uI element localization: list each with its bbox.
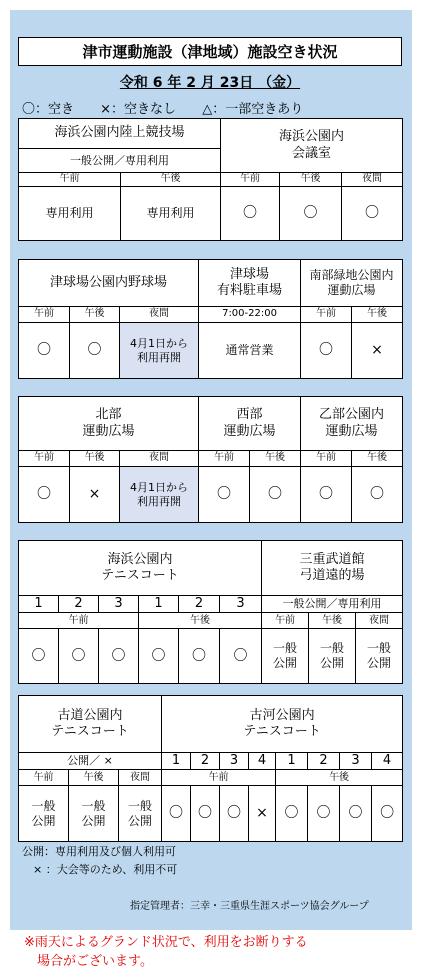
status-cell: 通常営業: [199, 323, 301, 379]
slot-label: 午後: [352, 451, 403, 467]
slot-label: 夜間: [119, 770, 162, 786]
slot-label: 夜間: [120, 451, 199, 467]
status-cell: 〇: [250, 467, 301, 523]
page-title: 津市運動施設（津地域）施設空き状況: [18, 37, 402, 66]
facility-name: 三重武道館 弓道遠的場: [262, 541, 403, 596]
status-cell: 〇: [70, 323, 120, 379]
court-number: 3: [220, 753, 249, 770]
slot-label: 午後: [70, 307, 120, 323]
slot-label: 夜間: [356, 613, 403, 629]
period-label: 午後: [276, 770, 403, 786]
status-cell: 〇: [276, 786, 308, 842]
slot-label: 午前: [301, 451, 352, 467]
status-cell: 一般 公開: [19, 786, 69, 842]
court-number: 4: [249, 753, 276, 770]
period-label: 午前: [19, 613, 139, 629]
status-cell: 一般 公開: [309, 629, 356, 684]
court-number: 3: [220, 596, 262, 613]
facility-name: 津球場公園内野球場: [19, 260, 199, 307]
court-number: 2: [308, 753, 340, 770]
date-text: 令和 6 年 2 月 23日 （金）: [119, 75, 301, 91]
period-label: 午前: [162, 770, 276, 786]
status-cell: 専用利用: [121, 187, 221, 241]
status-cell: 〇: [19, 467, 70, 523]
status-cell: ×: [249, 786, 276, 842]
slot-label: 午前: [19, 770, 69, 786]
status-cell: 〇: [220, 786, 249, 842]
status-cell: 〇: [19, 629, 59, 684]
facility-name: 海浜公園内 テニスコート: [19, 541, 262, 596]
status-cell: 一般 公開: [262, 629, 309, 684]
status-cell: 一般 公開: [119, 786, 162, 842]
status-cell: 〇: [221, 187, 280, 241]
usage-type: 一般公開／専用利用: [262, 596, 403, 613]
date-heading: [18, 72, 402, 92]
reopen-notice: 4月1日から 利用再開: [120, 323, 199, 379]
legend-available: 〇：空き: [22, 102, 75, 117]
court-number: 1: [19, 596, 59, 613]
status-cell: 〇: [99, 629, 139, 684]
court-number: 1: [139, 596, 179, 613]
status-cell: ×: [70, 467, 120, 523]
court-number: 2: [59, 596, 99, 613]
slot-label: 午後: [352, 307, 403, 323]
status-cell: 一般 公開: [69, 786, 119, 842]
status-cell: 〇: [308, 786, 340, 842]
facility-name: 海浜公園内 会議室: [221, 119, 403, 173]
status-cell: 〇: [342, 187, 403, 241]
slot-label: 午後: [121, 173, 221, 187]
status-cell: 一般 公開: [356, 629, 403, 684]
note-line: 公開：専用利用及び個人利用可: [22, 845, 176, 858]
usage-type: 公開／ ×: [19, 753, 162, 770]
usage-type: 一般公開／専用利用: [19, 149, 221, 173]
facility-name: 古道公園内 テニスコート: [19, 696, 162, 753]
slot-label: 午前: [19, 451, 70, 467]
facility-name: 津球場 有料駐車場: [199, 260, 301, 307]
table-tennis-courts: [18, 695, 403, 842]
period-label: 午後: [139, 613, 262, 629]
slot-label: 午前: [221, 173, 280, 187]
slot-label: 午後: [309, 613, 356, 629]
table-baseball-parking-southern: [18, 259, 403, 379]
court-number: 2: [191, 753, 220, 770]
status-cell: 〇: [352, 467, 403, 523]
slot-label: 午前: [199, 451, 250, 467]
court-number: 1: [162, 753, 191, 770]
status-cell: 〇: [280, 187, 342, 241]
slot-label: 夜間: [120, 307, 199, 323]
table-tennis-archery: [18, 540, 403, 684]
court-number: 4: [372, 753, 403, 770]
slot-label: 午前: [301, 307, 352, 323]
slot-label: 午前: [19, 173, 121, 187]
status-cell: 〇: [191, 786, 220, 842]
status-cell: 〇: [372, 786, 403, 842]
status-cell: 〇: [301, 323, 352, 379]
court-number: 2: [179, 596, 220, 613]
status-cell: 〇: [19, 323, 70, 379]
slot-label: 7:00-22:00: [199, 307, 301, 323]
status-cell: 〇: [340, 786, 372, 842]
status-cell: 〇: [139, 629, 179, 684]
facility-name: 乙部公園内 運動広場: [301, 397, 403, 451]
notes: [22, 843, 177, 878]
legend-full: ×：空きなし: [100, 102, 177, 117]
facility-name: 古河公園内 テニスコート: [162, 696, 403, 753]
slot-label: 夜間: [342, 173, 403, 187]
status-cell: 専用利用: [19, 187, 121, 241]
facility-name: 南部緑地公園内 運動広場: [301, 260, 403, 307]
facility-name: 海浜公園内陸上競技場: [19, 119, 221, 149]
slot-label: 午前: [19, 307, 70, 323]
court-number: 1: [276, 753, 308, 770]
slot-label: 午前: [262, 613, 309, 629]
status-cell: ×: [352, 323, 403, 379]
manager-credit: 指定管理者：三幸・三重県生涯スポーツ協会グループ: [130, 901, 369, 912]
table-sports-grounds: [18, 396, 403, 523]
court-number: 3: [99, 596, 139, 613]
status-cell: 〇: [220, 629, 262, 684]
status-cell: 〇: [162, 786, 191, 842]
slot-label: 午後: [69, 770, 119, 786]
facility-name: 北部 運動広場: [19, 397, 199, 451]
reopen-notice: 4月1日から 利用再開: [120, 467, 199, 523]
status-cell: 〇: [199, 467, 250, 523]
note-line: × ：大会等のため、利用不可: [22, 862, 178, 876]
status-cell: 〇: [301, 467, 352, 523]
status-cell: 〇: [59, 629, 99, 684]
slot-label: 午後: [70, 451, 120, 467]
status-cell: 〇: [179, 629, 220, 684]
slot-label: 午後: [280, 173, 342, 187]
slot-label: 午後: [250, 451, 301, 467]
table-stadium-meeting-room: [18, 118, 403, 241]
court-number: 3: [340, 753, 372, 770]
legend-partial: △：一部空きあり: [202, 102, 304, 117]
facility-name: 西部 運動広場: [199, 397, 301, 451]
legend: [22, 98, 402, 117]
rain-warning: ※雨天によるグランド状況で、利用をお断りする 場合がございます。: [24, 935, 308, 969]
